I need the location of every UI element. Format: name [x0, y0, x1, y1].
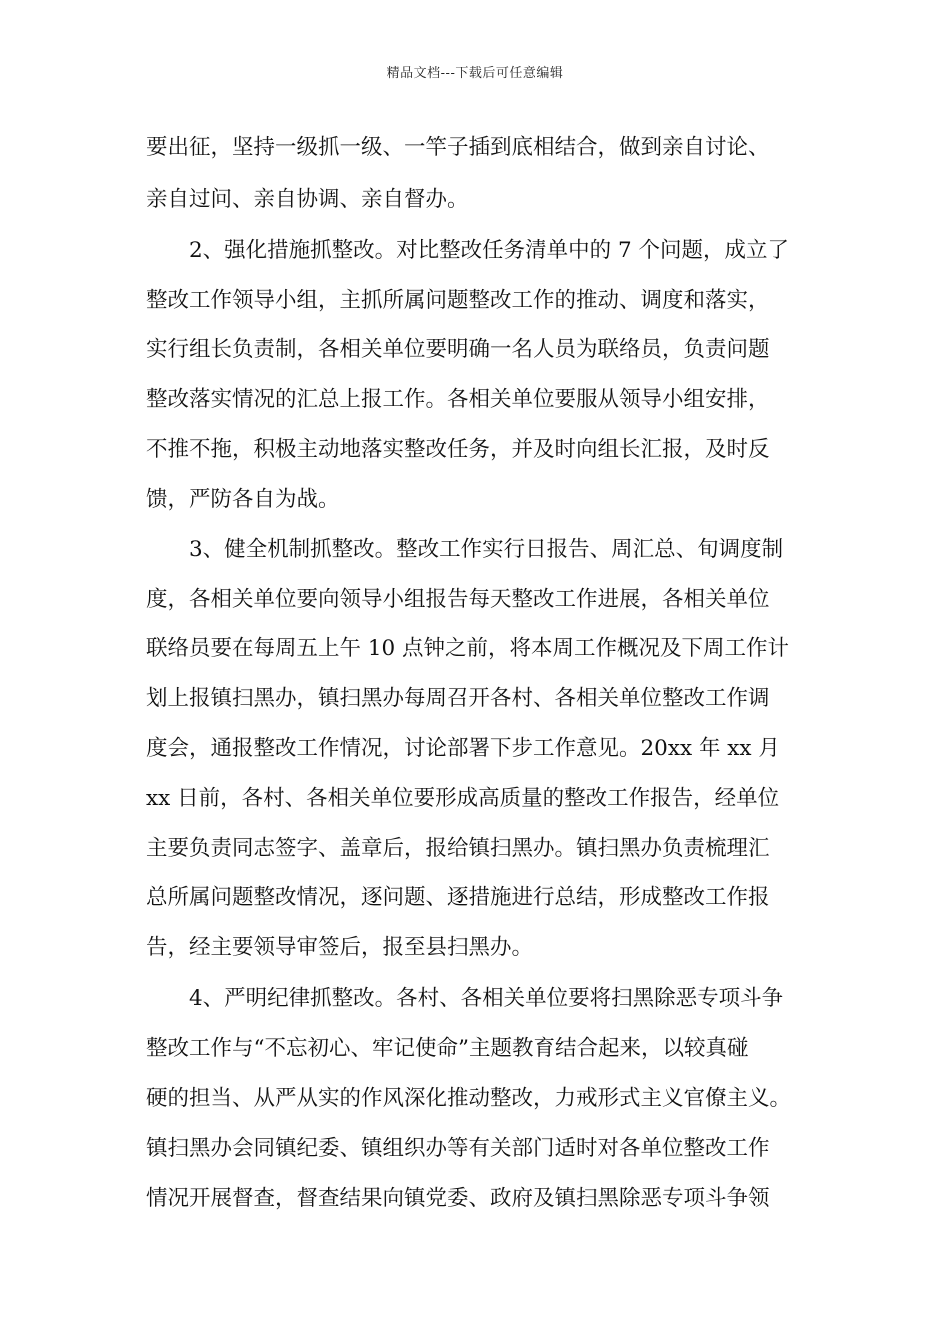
text-line: 划上报镇扫黑办，镇扫黑办每周召开各村、各相关单位整改工作调 — [146, 686, 770, 711]
text-line: 要出征，坚持一级抓一级、一竿子插到底相结合，做到亲自讨论、 — [146, 135, 770, 160]
text-line: xx 日前，各村、各相关单位要形成高质量的整改工作报告，经单位 — [146, 786, 780, 811]
text-line: 整改落实情况的汇总上报工作。各相关单位要服从领导小组安排， — [146, 387, 770, 412]
text-line: 主要负责同志签字、盖章后，报给镇扫黑办。镇扫黑办负责梳理汇 — [146, 836, 770, 861]
text-line: 情况开展督查，督查结果向镇党委、政府及镇扫黑除恶专项斗争领 — [146, 1186, 770, 1211]
text-line: 亲自过问、亲自协调、亲自督办。 — [146, 187, 469, 212]
text-line: 馈，严防各自为战。 — [146, 487, 340, 512]
text-line: 整改工作领导小组，主抓所属问题整改工作的推动、调度和落实， — [146, 288, 770, 313]
text-line: 不推不拖，积极主动地落实整改任务，并及时向组长汇报，及时反 — [146, 437, 770, 462]
text-line: 度，各相关单位要向领导小组报告每天整改工作进展，各相关单位 — [146, 587, 770, 612]
text-line: 度会，通报整改工作情况，讨论部署下步工作意见。20xx 年 xx 月 — [146, 736, 780, 761]
text-line: 整改工作与“不忘初心、牢记使命”主题教育结合起来，以较真碰 — [146, 1036, 749, 1061]
text-line: 2、强化措施抓整改。对比整改任务清单中的 7 个问题，成立了 — [146, 238, 790, 263]
text-line: 总所属问题整改情况，逐问题、逐措施进行总结，形成整改工作报 — [146, 885, 770, 910]
text-line: 联络员要在每周五上午 10 点钟之前，将本周工作概况及下周工作计 — [146, 636, 790, 661]
text-line: 硬的担当、从严从实的作风深化推动整改，力戒形式主义官僚主义。 — [146, 1086, 792, 1111]
text-line: 3、健全机制抓整改。整改工作实行日报告、周汇总、旬调度制 — [146, 537, 784, 562]
text-line: 镇扫黑办会同镇纪委、镇组织办等有关部门适时对各单位整改工作 — [146, 1136, 770, 1161]
text-line: 告，经主要领导审签后，报至县扫黑办。 — [146, 935, 534, 960]
text-line: 4、严明纪律抓整改。各村、各相关单位要将扫黑除恶专项斗争 — [146, 986, 784, 1011]
page-header: 精品文档---下载后可任意编辑 — [386, 66, 564, 81]
text-line: 实行组长负责制，各相关单位要明确一名人员为联络员，负责问题 — [146, 337, 770, 362]
